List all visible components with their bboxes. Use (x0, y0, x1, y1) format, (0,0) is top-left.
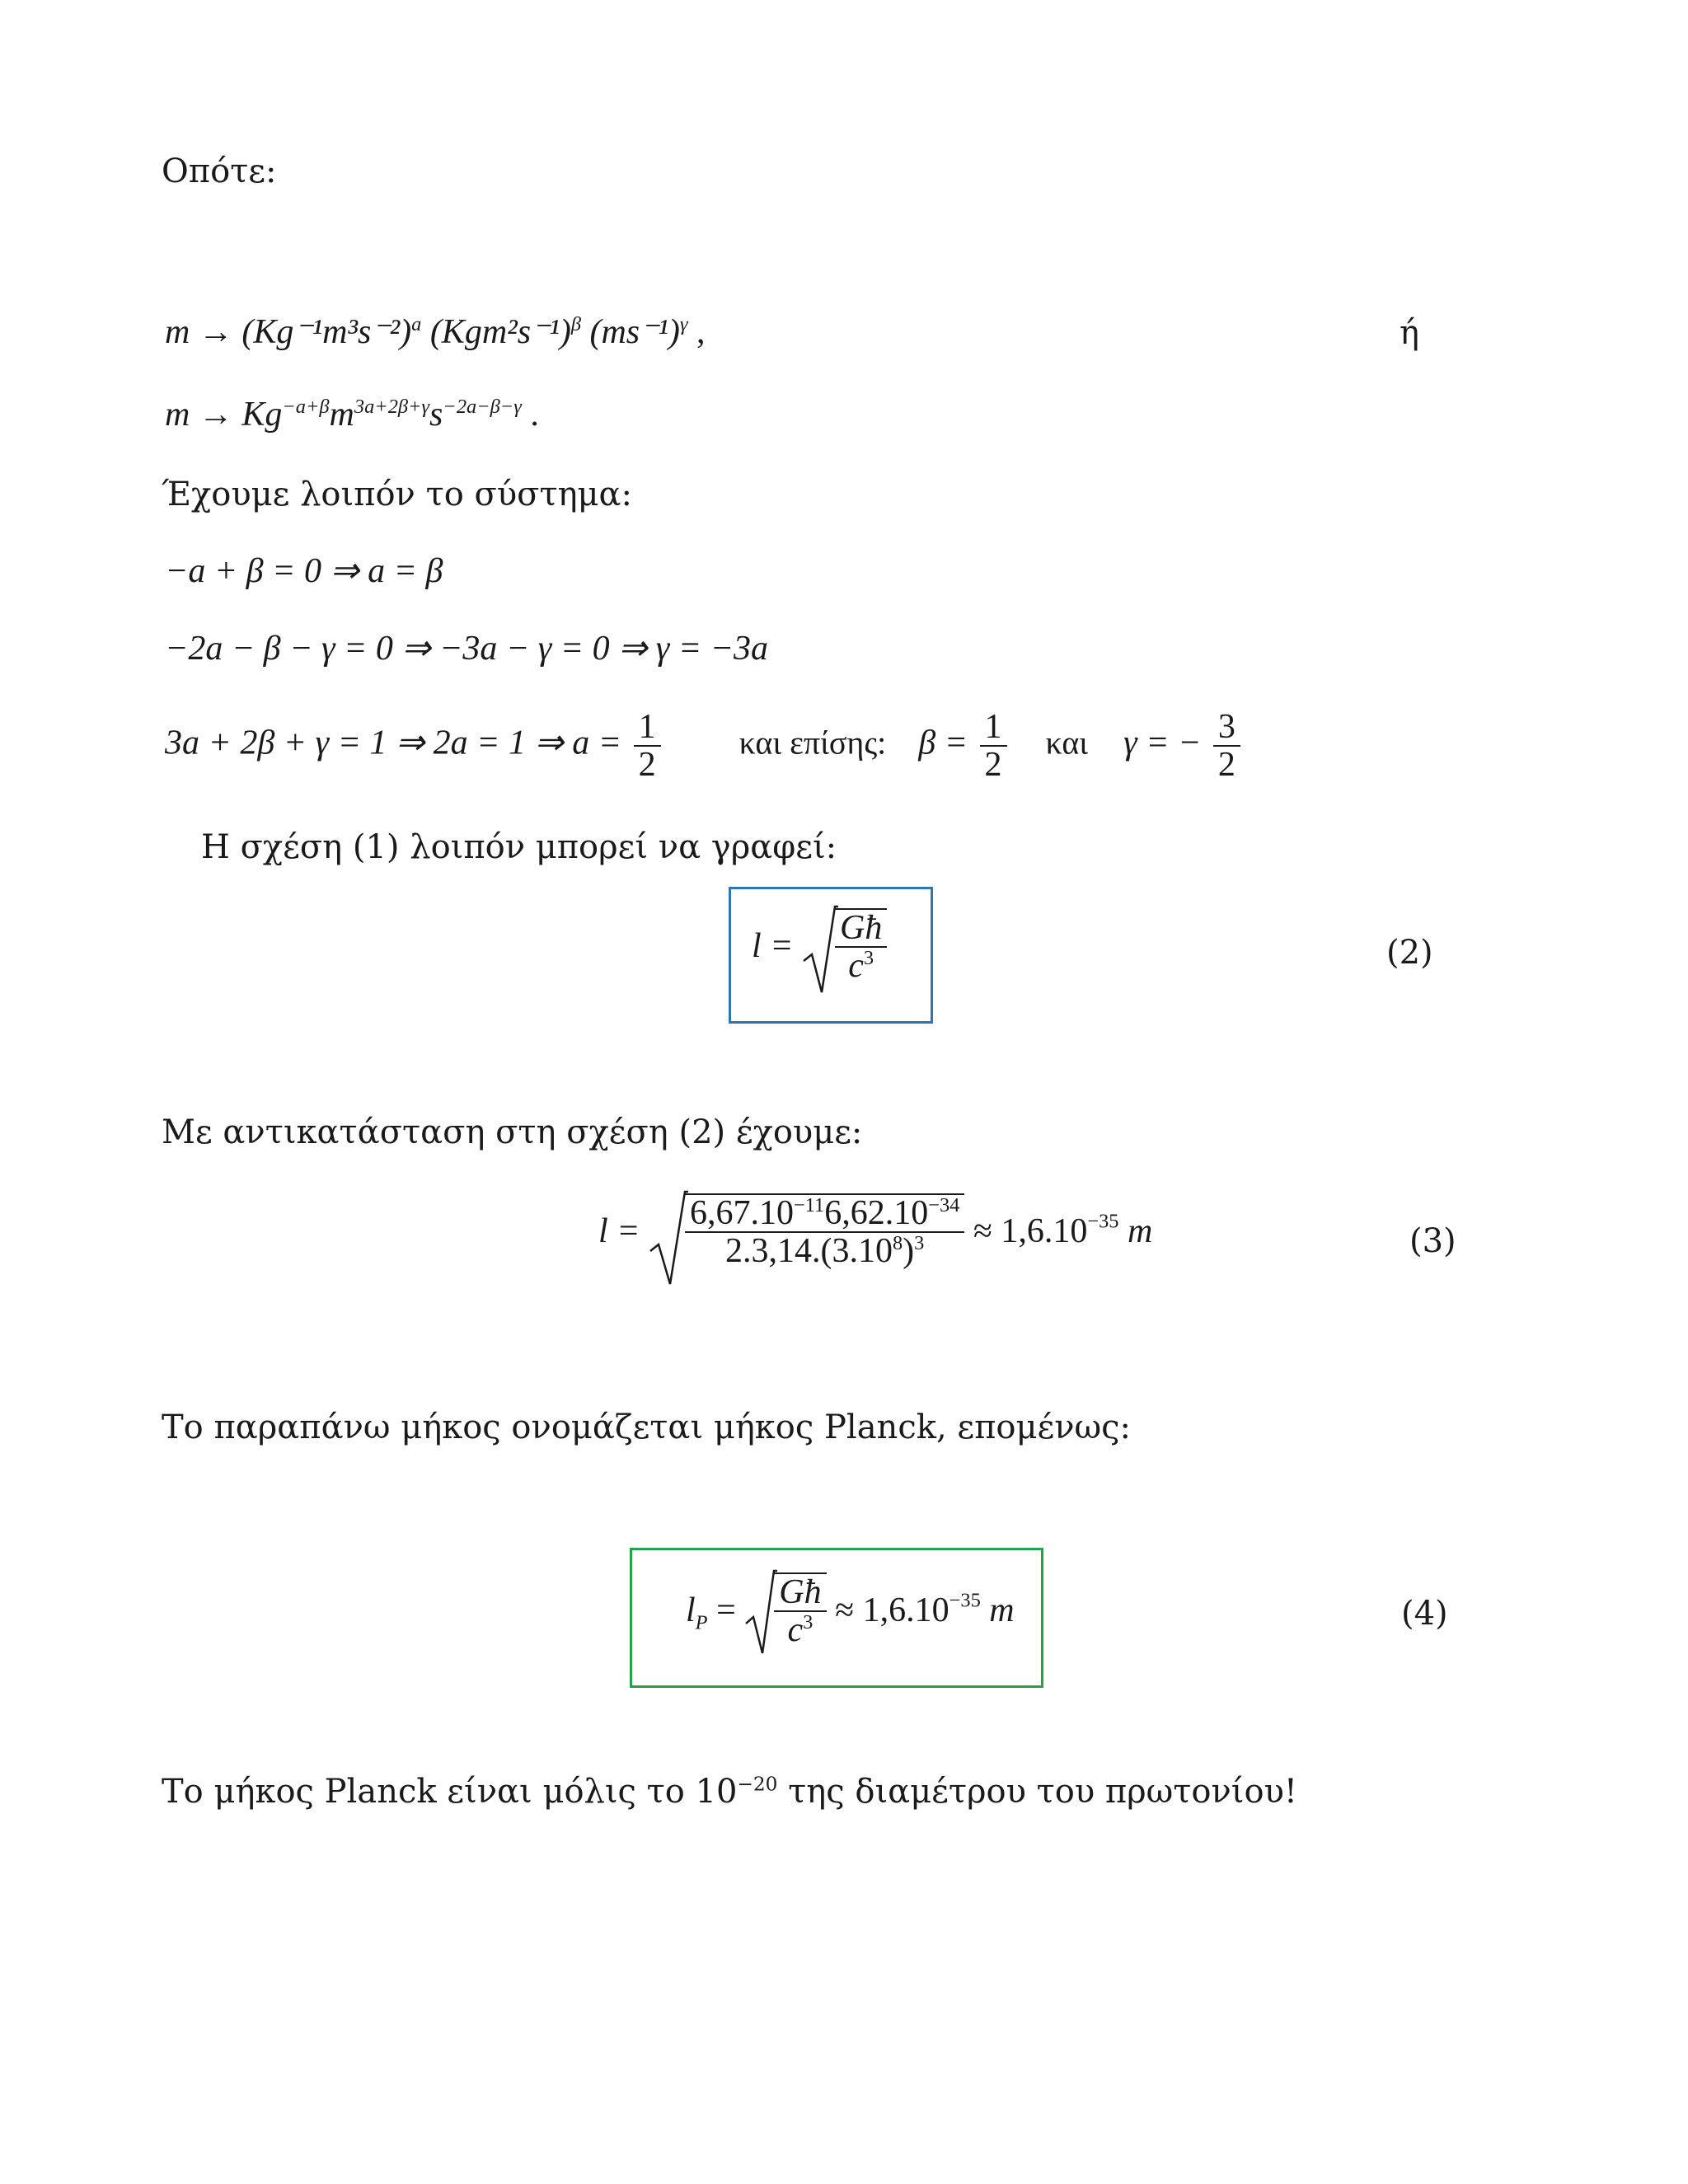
formula-3-den-b: ) (903, 1232, 915, 1271)
formula-2-sqrt (802, 908, 887, 984)
formula-4-den-wrap (774, 1612, 826, 1648)
eq2-base1: Kg (241, 396, 283, 434)
equation-2 (165, 397, 539, 432)
gamma-lhs: γ = − (1123, 724, 1202, 762)
formula-4-num: Għ (774, 1574, 826, 1612)
formula-2-num: Għ (835, 910, 887, 948)
formula-3-approx: ≈ 1,6.10 (973, 1212, 1088, 1251)
formula-4-frac (774, 1572, 826, 1648)
radical-sign-icon (649, 1188, 688, 1287)
formula-3-num-a-exp: −11 (794, 1194, 825, 1216)
system-line-3 (165, 709, 1244, 783)
fraction-a-den: 2 (638, 746, 656, 785)
eq1-right-word: ή (1400, 314, 1419, 352)
formula-3-sqrt (649, 1193, 964, 1269)
equation-number-4: (4) (1401, 1595, 1448, 1633)
eq1-factor1: (Kg⁻¹m³s⁻²) (241, 313, 412, 351)
formula-2-frac (835, 908, 887, 984)
formula-4-den: c (787, 1611, 804, 1650)
eq1-factor3: (ms⁻¹) (589, 313, 680, 351)
intro-label: Οπότε: (162, 152, 277, 190)
formula-3 (598, 1193, 1152, 1269)
eq2-base2: m (329, 396, 354, 434)
eq2-arrow: → (198, 396, 233, 434)
formula-3-num-b-exp: −34 (928, 1194, 960, 1216)
formula-3-den-b-exp: 3 (914, 1232, 925, 1255)
formula-4-eq: = (716, 1591, 736, 1630)
eq2-trail: . (530, 396, 539, 434)
sys3-lhs: 3a + 2β + γ = 1 ⇒ 2a = 1 ⇒ a = (165, 724, 622, 762)
formula-3-den-a-exp: 8 (892, 1232, 903, 1255)
formula-3-num (685, 1195, 964, 1233)
formula-4-unit: m (989, 1591, 1015, 1630)
also-text: και επίσης: (738, 724, 887, 762)
formula-3-frac (685, 1193, 964, 1269)
formula-4-approx-exp: −35 (949, 1589, 981, 1612)
substitution-text: Με αντικατάσταση στη σχέση (2) έχουμε: (162, 1113, 863, 1151)
eq1-exp3: γ (679, 313, 688, 335)
formula-2-lhs: l = (752, 927, 794, 966)
formula-3-den (685, 1233, 964, 1269)
eq2-lhs: m (165, 396, 190, 434)
eq1-exp2: β (570, 313, 581, 335)
formula-2-den: c (848, 947, 864, 986)
fraction-a-num: 1 (634, 709, 661, 747)
planck-length-text: Το παραπάνω μήκος ονομάζεται μήκος Planck, επομένως: (162, 1408, 1132, 1446)
formula-2 (752, 908, 887, 984)
equation-1 (165, 315, 706, 349)
formula-3-lhs: l = (598, 1212, 640, 1251)
and-text: και (1045, 724, 1089, 762)
relation-text: Η σχέση (1) λοιπόν μπορεί να γραφεί: (201, 828, 837, 866)
final-text-after: της διαμέτρου του πρωτονίου! (777, 1773, 1297, 1811)
equation-number-2: (2) (1386, 934, 1433, 972)
fraction-beta (980, 709, 1007, 783)
formula-3-num-b: 6,62.10 (824, 1194, 929, 1232)
eq2-base3: s (429, 396, 443, 434)
final-text-before: Το μήκος Planck είναι μόλις το 10 (162, 1773, 738, 1811)
fraction-beta-num: 1 (980, 709, 1007, 747)
beta-lhs: β = (918, 724, 968, 762)
formula-2-den-wrap (835, 948, 887, 984)
equation-number-3: (3) (1409, 1222, 1456, 1260)
formula-3-num-a: 6,67.10 (690, 1194, 795, 1232)
formula-4-lhs-wrap (686, 1591, 708, 1634)
formula-3-den-a: 2.3,14.(3.10 (724, 1232, 893, 1271)
final-text-exp: −20 (737, 1773, 778, 1796)
formula-4-den-exp: 3 (803, 1611, 814, 1634)
radical-sign-icon (744, 1568, 777, 1657)
eq1-factor2: (Kgm²s⁻¹) (429, 313, 571, 351)
fraction-gamma (1213, 709, 1240, 783)
formula-4 (686, 1572, 1015, 1648)
eq1-arrow: → (198, 313, 233, 351)
eq1-exp1: a (411, 313, 422, 335)
formula-4-lhs-sub: P (695, 1611, 708, 1634)
radical-sign-icon (802, 903, 838, 996)
eq1-lhs: m (165, 313, 190, 351)
eq2-exp1: −a+β (282, 396, 330, 418)
formula-3-unit: m (1128, 1212, 1153, 1251)
formula-4-lhs: l (686, 1591, 696, 1630)
eq1-trail: , (696, 313, 706, 351)
system-intro: Έχουμε λοιπόν το σύστημα: (162, 476, 633, 513)
system-line-2: −2a − β − γ = 0 ⇒ −3a − γ = 0 ⇒ γ = −3a (165, 630, 769, 668)
final-statement (162, 1773, 1297, 1811)
eq2-exp3: −2a−β−γ (443, 396, 522, 418)
fraction-a (634, 709, 661, 783)
formula-2-den-exp: 3 (863, 947, 874, 970)
fraction-beta-den: 2 (984, 746, 1002, 785)
formula-3-approx-exp: −35 (1087, 1210, 1119, 1233)
formula-4-approx: ≈ 1,6.10 (835, 1591, 950, 1630)
fraction-gamma-num: 3 (1213, 709, 1240, 747)
eq2-exp2: 3a+2β+γ (354, 396, 430, 418)
fraction-gamma-den: 2 (1217, 746, 1236, 785)
formula-4-sqrt (744, 1572, 826, 1648)
system-line-1: −a + β = 0 ⇒ a = β (165, 552, 443, 590)
